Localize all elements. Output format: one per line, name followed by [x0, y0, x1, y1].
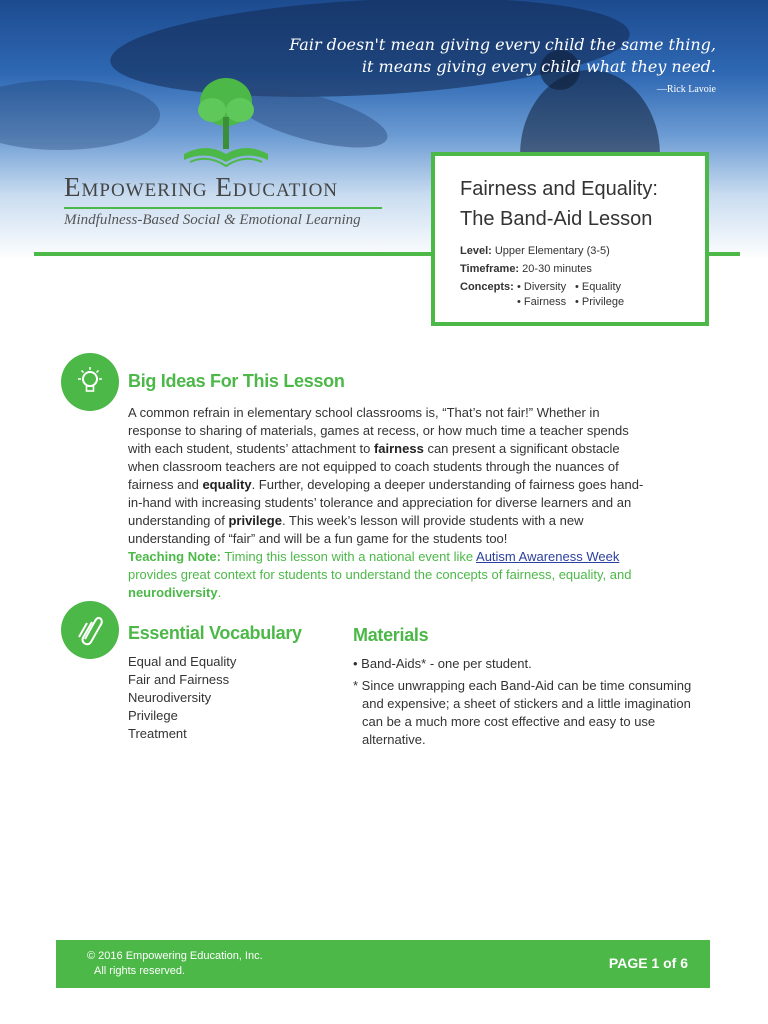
concept-item: • Diversity [517, 281, 567, 293]
timeframe-label: Timeframe: [460, 263, 520, 275]
bold-term: privilege [228, 513, 282, 528]
big-ideas-heading: Big Ideas For This Lesson [128, 371, 345, 391]
brand-underline [64, 207, 382, 209]
tree-book-icon [176, 72, 276, 172]
brand-tagline: Mindfulness-Based Social & Emotional Learning [64, 212, 361, 228]
lightbulb-icon [61, 353, 119, 411]
vocabulary-heading: Essential Vocabulary [128, 623, 302, 643]
lesson-concepts [460, 280, 685, 310]
vocabulary-list [128, 653, 236, 743]
bold-term: equality [202, 477, 252, 492]
lesson-meta [460, 242, 685, 278]
lesson-title-line-1: Fairness and Equality: [460, 178, 658, 200]
list-item: Privilege [128, 708, 178, 723]
list-item: Equal and Equality [128, 654, 237, 669]
materials-heading: Materials [353, 625, 429, 645]
quote-line-1: Fair doesn't mean giving every child the same thing, [289, 35, 716, 54]
concept-item: • Fairness [517, 296, 567, 308]
big-ideas-paragraph: A common refrain in elementary school classrooms is, “That’s not fair!” Whether in response to sharing of materials, games at recess, or how much time a teacher spends with each student, students’ attachment to fairness can present a significant obstacle when classroom teachers are not equipped to coach students through the nuances of fairness and equality. Further, developing a deeper understanding of fairness goes hand-in-hand with increasing students’ tolerance and appreciation for diverse learners and an understanding of privilege. This week’s lesson will provide students with a new understanding of “fair” and will be a fun game for the students too! [128, 405, 644, 546]
lesson-title [460, 174, 685, 234]
concepts-label: Concepts: [460, 281, 514, 293]
header-quote [289, 34, 716, 78]
autism-awareness-link[interactable]: Autism Awareness Week [476, 549, 620, 564]
quote-author: —Rick Lavoie [656, 84, 716, 95]
lesson-info-box [431, 152, 709, 326]
teaching-note-label: Teaching Note: [128, 549, 221, 564]
list-item: Neurodiversity [128, 690, 212, 705]
paperclip-icon [61, 601, 119, 659]
page-footer [56, 940, 710, 988]
copyright [87, 949, 263, 979]
lesson-timeframe [460, 260, 685, 278]
list-item: • Band-Aids* - one per student. [353, 656, 532, 671]
level-label: Level: [460, 245, 492, 257]
concept-item: • Equality [575, 281, 622, 293]
level-value: Upper Elementary (3-5) [494, 245, 610, 257]
page-number: PAGE 1 of 6 [608, 955, 688, 971]
teaching-note: Teaching Note: Timing this lesson with a national event like Autism Awareness Week provides great context for students to understand the concepts of fairness, equality, and neurodiversity. [128, 549, 632, 600]
quote-line-2: it means giving every child what they need. [361, 57, 716, 76]
bold-term: fairness [373, 441, 424, 456]
brand-title: Empowering Education [64, 172, 339, 202]
brand-name [64, 172, 384, 203]
shark-silhouette [0, 80, 160, 150]
copyright-line-2: All rights reserved. [94, 965, 186, 977]
concept-item: • Privilege [575, 296, 625, 308]
bold-term: neurodiversity [128, 585, 218, 600]
materials-list [353, 655, 703, 753]
list-item: Fair and Fairness [128, 672, 230, 687]
concepts-list [517, 280, 635, 310]
copyright-line-1: © 2016 Empowering Education, Inc. [87, 950, 263, 962]
list-item: Treatment [128, 726, 187, 741]
lesson-title-line-2: The Band-Aid Lesson [460, 208, 653, 230]
lesson-level [460, 242, 685, 260]
list-item: * Since unwrapping each Band-Aid can be time consuming and expensive; a sheet of stickers and a little imagination can be a much more cost effective and easy to use alternative. [353, 678, 692, 747]
timeframe-value: 20-30 minutes [522, 263, 592, 275]
